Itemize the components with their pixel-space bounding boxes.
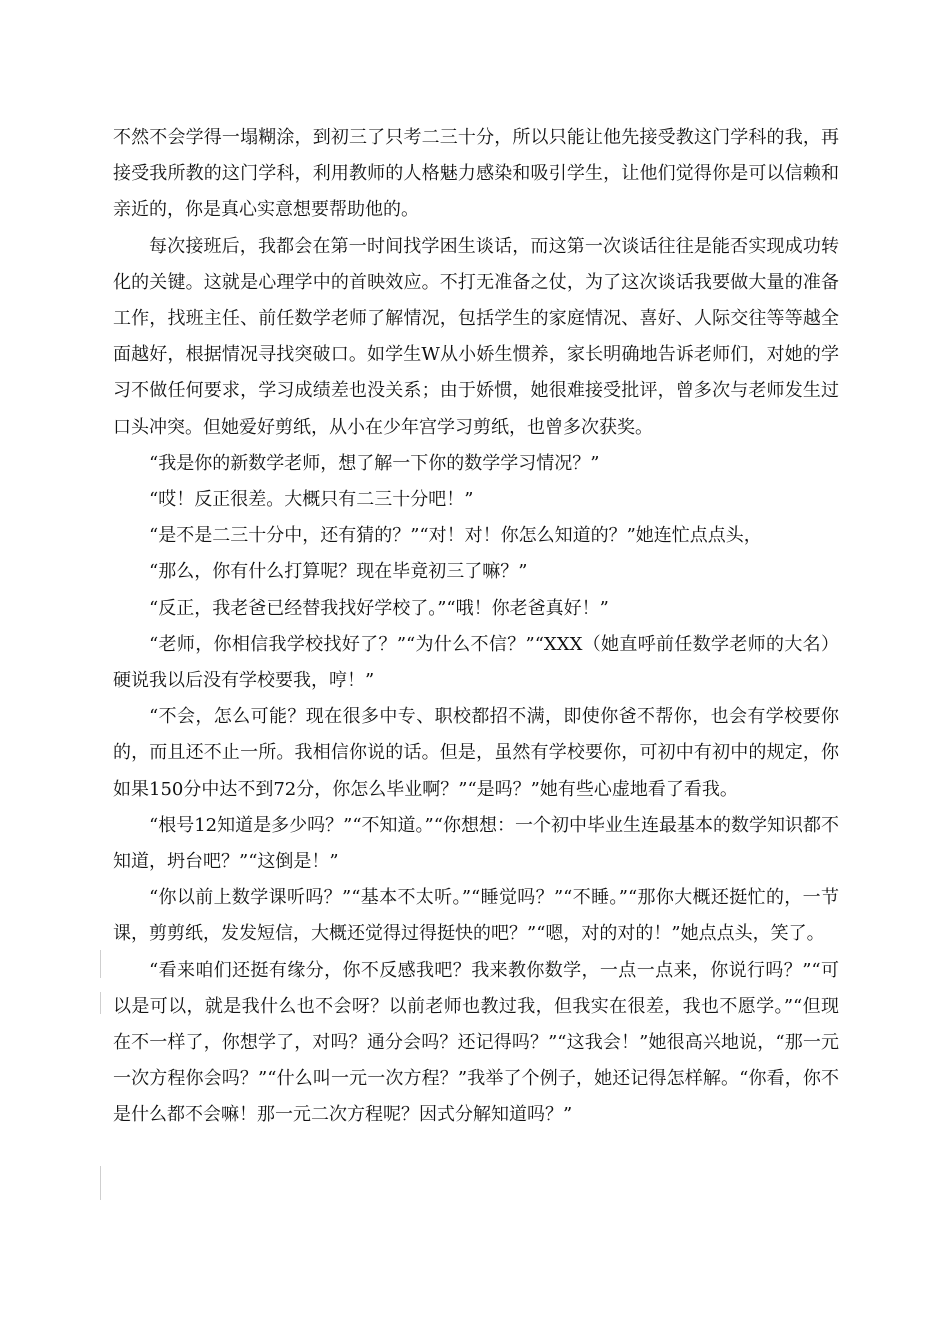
dialogue-line: “老师，你相信我学校找好了？”“为什么不信？”“XXX（她直呼前任数学老师的大名）硬说我以后没有学校要我，哼！” — [113, 633, 839, 692]
document-body — [113, 120, 839, 1134]
dialogue-line: “不会，怎么可能？现在很多中专、职校都招不满，即使你爸不帮你，也会有学校要你的，而且还不止一所。我相信你说的话。但是，虽然有学校要你，可初中有初中的规定，你如果150分中达不到72分，你怎么毕业啊？”“是吗？”她有些心虚地看了看我。 — [113, 706, 839, 800]
dialogue-line: “那么，你有什么打算呢？现在毕竟初三了嘛？” — [149, 561, 528, 583]
change-bar — [100, 1166, 101, 1200]
dialogue-line: “哎！反正很差。大概只有二三十分吧！” — [149, 489, 474, 511]
dialogue-line: “是不是二三十分中，还有猜的？”“对！对！你怎么知道的？”她连忙点点头， — [149, 525, 762, 547]
dialogue-line: “我是你的新数学老师，想了解一下你的数学学习情况？” — [149, 452, 600, 474]
paragraph: 每次接班后，我都会在第一时间找学困生谈话，而这第一次谈话往往是能否实现成功转化的关键。这就是心理学中的首映效应。不打无准备之仗，为了这次谈话我要做大量的准备工作，找班主任、前任数学老师了解情况，包括学生的家庭情况、喜好、人际交往等等越全面越好，根据情况寻找突破口。如学生W从小娇生惯养，家长明确地告诉老师们，对她的学习不做任何要求，学习成绩差也没关系；由于娇惯，她很难接受批评，曾多次与老师发生过口头冲突。但她爱好剪纸，从小在少年宫学习剪纸，也曾多次获奖。 — [113, 235, 839, 438]
dialogue-line: “根号12知道是多少吗？”“不知道。”“你想想：一个初中毕业生连最基本的数学知识都不知道，坍台吧？”“这倒是！” — [113, 814, 839, 873]
change-bar — [100, 950, 101, 978]
change-bar — [100, 992, 101, 1014]
dialogue-line: “反正，我老爸已经替我找好学校了。”“哦！你老爸真好！” — [149, 597, 609, 619]
paragraph: 不然不会学得一塌糊涂，到初三了只考二三十分，所以只能让他先接受教这门学科的我，再接受我所教的这门学科，利用教师的人格魅力感染和吸引学生，让他们觉得你是可以信赖和亲近的，你是真心实意想要帮助他的。 — [113, 127, 839, 221]
dialogue-line: “看来咱们还挺有缘分，你不反感我吧？我来教你数学，一点一点来，你说行吗？”“可以是可以，就是我什么也不会呀？以前老师也教过我，但我实在很差，我也不愿学。”“但现在不一样了，你想学了，对吗？通分会吗？还记得吗？”“这我会！”她很高兴地说，“那一元一次方程你会吗？”“什么叫一元一次方程？”我举了个例子，她还记得怎样解。“你看，你不是什么都不会嘛！那一元二次方程呢？因式分解知道吗？” — [113, 959, 839, 1126]
dialogue-line: “你以前上数学课听吗？”“基本不太听。”“睡觉吗？”“不睡。”“那你大概还挺忙的，一节课，剪剪纸，发发短信，大概还觉得过得挺快的吧？”“嗯，对的对的！”她点点头，笑了。 — [113, 887, 839, 945]
